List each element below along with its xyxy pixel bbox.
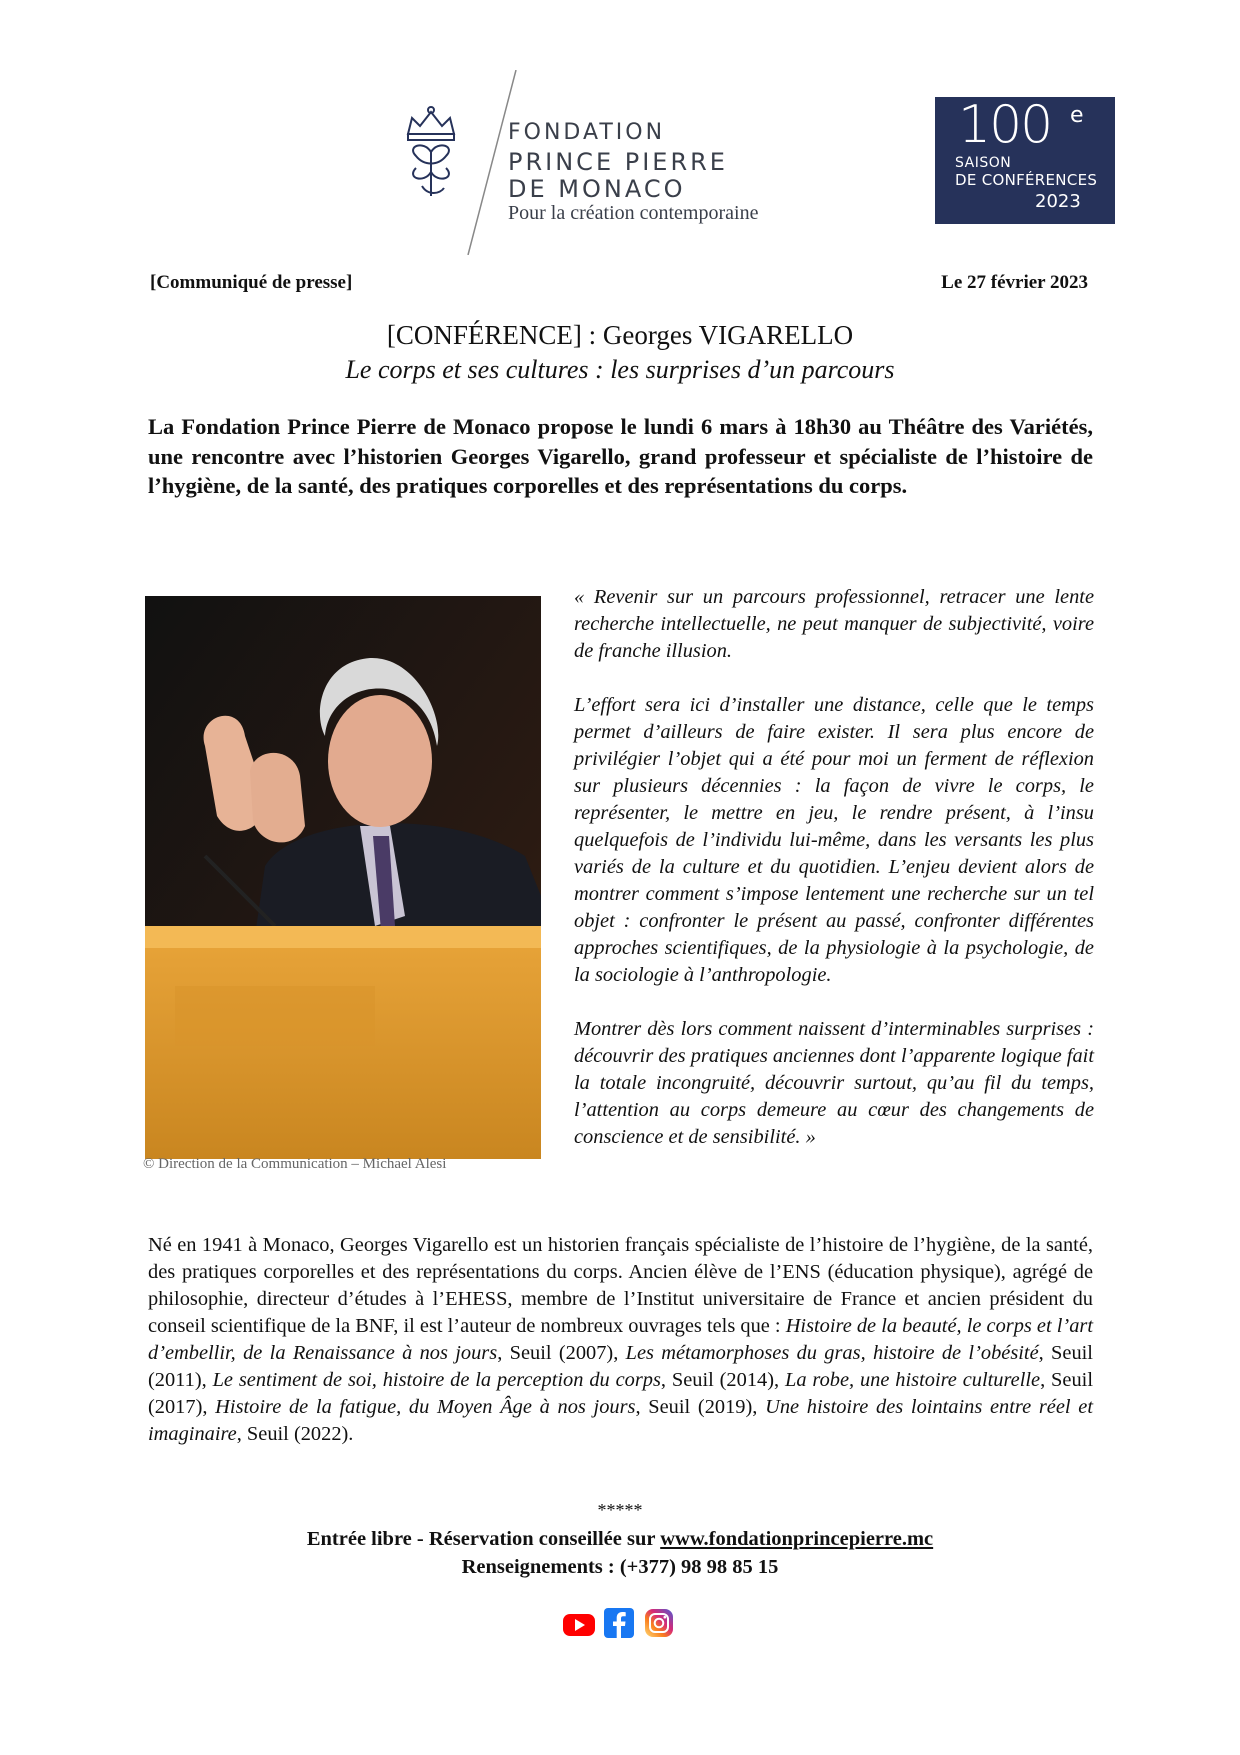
- bio-book-title: Histoire de la fatigue, du Moyen Âge à nos jours: [215, 1396, 636, 1418]
- bio-publisher: , Seuil (2014),: [660, 1369, 785, 1391]
- biography-paragraph: [148, 1232, 1093, 1448]
- badge-superscript: e: [1070, 103, 1084, 128]
- bio-book-title: Histoire de la beauté, le corps et l’art d’embellir, de la Renaissance à nos jours: [148, 1315, 1094, 1364]
- youtube-icon[interactable]: [562, 1608, 596, 1640]
- photo-credit: © Direction de la Communication – Michael Alesi: [143, 1156, 447, 1172]
- org-name-line1: FONDATION: [508, 120, 666, 145]
- section-separator: *****: [597, 1500, 643, 1520]
- facebook-icon[interactable]: [604, 1608, 634, 1638]
- bio-intro: Né en 1941 à Monaco, Georges Vigarello est un historien français spécialiste de l’histoire de l’hygiène, de la santé, des pratiques corporelles et des représentations du corps. Ancien élève de l’ENS (éducation physique), agrégé de philosophie, directeur d’études à l’EHESS, membre de l’Institut universitaire de France et ancien président du conseil scientifique de la BNF, il est l’auteur de nombreux ouvrages tels que :: [148, 1234, 1093, 1337]
- season-badge: [935, 97, 1115, 224]
- website-link[interactable]: www.fondationprincepierre.mc: [660, 1528, 934, 1550]
- press-release-label: [Communiqué de presse]: [150, 272, 353, 293]
- bio-book-title: Une histoire des lointains entre réel et imaginaire: [148, 1396, 1093, 1445]
- org-tagline: Pour la création contemporaine: [508, 202, 759, 224]
- bio-publisher: , Seuil (2007),: [497, 1342, 626, 1364]
- contact-phone: Renseignements : (+377) 98 98 85 15: [461, 1556, 779, 1578]
- badge-year: 2023: [1035, 191, 1081, 212]
- entry-text: Entrée libre - Réservation conseillée sur: [306, 1528, 661, 1550]
- bio-book-title: Les métamorphoses du gras, histoire de l’obésité: [625, 1342, 1039, 1364]
- bio-book-title: La robe, une histoire culturelle: [784, 1369, 1041, 1391]
- badge-number: 100: [958, 95, 1052, 155]
- entry-info: [0, 1528, 1240, 1551]
- speaker-photo: [145, 596, 541, 1159]
- bio-publisher: , Seuil (2022).: [236, 1423, 354, 1445]
- release-date: Le 27 février 2023: [941, 272, 1088, 293]
- quote-paragraph-3: Montrer dès lors comment naissent d’interminables surprises : découvrir des pratiques anciennes dont l’apparente logique fait la totale incongruité, découvrir surtout, qu’au fil du temps, l’attention au corps demeure au cœur des changements de conscience et de sensibilité. »: [574, 1018, 1094, 1148]
- bio-book-title: Le sentiment de soi, histoire de la perception du corps: [212, 1369, 661, 1391]
- badge-line1: SAISON: [955, 155, 1012, 171]
- org-name-line3: DE MONACO: [508, 175, 686, 203]
- instagram-icon[interactable]: [644, 1608, 674, 1638]
- bio-publisher: , Seuil (2019),: [635, 1396, 766, 1418]
- bio-publisher: , Seuil (2017),: [148, 1369, 1093, 1418]
- badge-line2: DE CONFÉRENCES: [955, 171, 1098, 189]
- speaker-quote: [574, 584, 1094, 1178]
- bio-publisher: , Seuil (2011),: [148, 1342, 1093, 1391]
- quote-paragraph-1: « Revenir sur un parcours professionnel, retracer une lente recherche intellectuelle, ne peut manquer de subjectivité, voire de franche illusion.: [574, 586, 1094, 662]
- quote-paragraph-2: L’effort sera ici d’installer une distance, celle que le temps permet d’ailleurs de faire exister. Il sera plus encore de privilégier l’objet qui a été pour moi un ferment de réflexion sur plusieurs décennies : la façon de vivre le corps, le représenter, le mettre en jeu, le rendre présent, à l’insu quelquefois de l’individu lui-même, dans les versants les plus variés de la culture et du quotidien. L’enjeu devient alors de montrer comment s’impose lentement une recherche sur un tel objet : confronter le présent au passé, confronter différentes approches scientifiques, de la physiologie à la psychologie, de la sociologie à l’anthropologie.: [574, 694, 1094, 986]
- page-title: [CONFÉRENCE] : Georges VIGARELLO: [386, 320, 854, 350]
- org-name-line2: PRINCE PIERRE: [508, 148, 728, 176]
- lead-paragraph: La Fondation Prince Pierre de Monaco propose le lundi 6 mars à 18h30 au Théâtre des Variétés, une rencontre avec l’historien Georges Vigarello, grand professeur et spécialiste de l’histoire de l’hygiène, de la santé, des pratiques corporelles et des représentations du corps.: [148, 414, 1093, 498]
- page-subtitle: Le corps et ses cultures : les surprises d’un parcours: [345, 355, 895, 384]
